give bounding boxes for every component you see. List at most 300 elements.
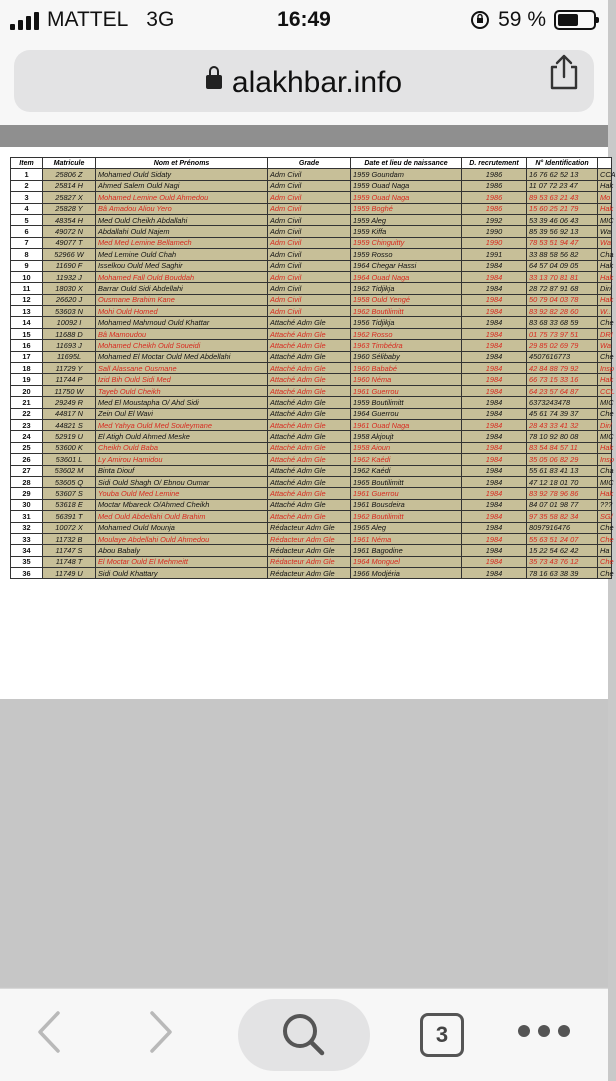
table-cell-name: Izid Bih Ould Sidi Med bbox=[96, 374, 268, 385]
table-cell-name: Youba Ould Med Lemine bbox=[96, 488, 268, 499]
table-cell-id: 6373243478 bbox=[527, 397, 598, 408]
table-cell-recruitment: 1984 bbox=[462, 317, 527, 328]
table-cell-birth: 1960 Sélibaby bbox=[351, 351, 462, 362]
table-row bbox=[11, 533, 612, 544]
table-cell-grade: Adm Civil bbox=[268, 180, 351, 191]
table-cell-name: Zein Oul El Wavi bbox=[96, 408, 268, 419]
table-cell-name: Ahmed Salem Ould Nagi bbox=[96, 180, 268, 191]
table-cell-recruitment: 1990 bbox=[462, 226, 527, 237]
table-cell-birth: 1964 Monguel bbox=[351, 556, 462, 567]
table-cell-recruitment: 1984 bbox=[462, 499, 527, 510]
table-cell-extra: Dir/ bbox=[598, 419, 612, 430]
table-cell-id: 15 60 25 21 79 bbox=[527, 203, 598, 214]
table-cell-grade: Attaché Adm Gle bbox=[268, 363, 351, 374]
table-cell-birth: 1959 Chinguitty bbox=[351, 237, 462, 248]
header-recruitment: D. recrutement bbox=[462, 158, 527, 169]
battery-icon bbox=[554, 10, 596, 30]
table-row bbox=[11, 556, 612, 567]
table-cell-birth: 1959 Boghé bbox=[351, 203, 462, 214]
table-cell-extra: Mo bbox=[598, 192, 612, 203]
table-cell-name: El Atigh Ould Ahmed Meske bbox=[96, 431, 268, 442]
table-cell-birth: 1961 Bagodine bbox=[351, 545, 462, 556]
table-cell-name: El Moctar Ould El Mehmeitt bbox=[96, 556, 268, 567]
tabs-button[interactable]: 3 bbox=[420, 1013, 464, 1057]
table-cell-extra: Hak bbox=[598, 260, 612, 271]
table-cell-grade: Attaché Adm Gle bbox=[268, 340, 351, 351]
table-cell-extra: Hak bbox=[598, 374, 612, 385]
document-image bbox=[0, 147, 616, 699]
table-cell-id: 01 75 73 97 51 bbox=[527, 328, 598, 339]
battery-percent: 59 % bbox=[498, 8, 546, 31]
back-chevron-icon[interactable] bbox=[30, 1007, 70, 1057]
table-cell-recruitment: 1984 bbox=[462, 476, 527, 487]
table-cell-item: 28 bbox=[11, 476, 43, 487]
table-row bbox=[11, 465, 612, 476]
search-button[interactable] bbox=[238, 999, 370, 1071]
table-cell-name: Mohamed El Moctar Ould Med Abdellahi bbox=[96, 351, 268, 362]
table-cell-matricule: 11932 J bbox=[43, 271, 96, 282]
table-cell-birth: 1956 Tidjikja bbox=[351, 317, 462, 328]
table-cell-birth: 1961 Guerrou bbox=[351, 488, 462, 499]
table-cell-id: 16 76 62 52 13 bbox=[527, 169, 598, 180]
table-row bbox=[11, 476, 612, 487]
table-cell-matricule: 25828 Y bbox=[43, 203, 96, 214]
table-cell-birth: 1958 Aioun bbox=[351, 442, 462, 453]
table-cell-item: 13 bbox=[11, 306, 43, 317]
table-row bbox=[11, 363, 612, 374]
table-row bbox=[11, 340, 612, 351]
table-cell-id: 84 07 01 98 77 bbox=[527, 499, 598, 510]
table-cell-recruitment: 1984 bbox=[462, 533, 527, 544]
url-text: alakhbar.info bbox=[231, 66, 403, 99]
table-cell-extra: Che bbox=[598, 351, 612, 362]
table-cell-recruitment: 1986 bbox=[462, 192, 527, 203]
table-cell-name: Med Ould Cheikh Abdallahi bbox=[96, 214, 268, 225]
table-cell-item: 27 bbox=[11, 465, 43, 476]
table-cell-grade: Attaché Adm Gle bbox=[268, 385, 351, 396]
table-cell-id: 50 79 04 03 78 bbox=[527, 294, 598, 305]
table-cell-id: 53 39 46 06 43 bbox=[527, 214, 598, 225]
table-cell-matricule: 53601 L bbox=[43, 454, 96, 465]
table-cell-extra: MIC bbox=[598, 214, 612, 225]
table-cell-name: Isselkou Ould Med Saghir bbox=[96, 260, 268, 271]
table-cell-birth: 1962 Kaédi bbox=[351, 454, 462, 465]
table-cell-grade: Rédacteur Adm Gle bbox=[268, 568, 351, 579]
table-cell-id: 83 68 33 68 59 bbox=[527, 317, 598, 328]
table-cell-recruitment: 1984 bbox=[462, 328, 527, 339]
table-cell-matricule: 11688 D bbox=[43, 328, 96, 339]
table-cell-grade: Rédacteur Adm Gle bbox=[268, 556, 351, 567]
header-extra bbox=[598, 158, 612, 169]
table-cell-id: 78 16 63 38 39 bbox=[527, 568, 598, 579]
table-row bbox=[11, 169, 612, 180]
table-cell-id: 35 05 06 82 29 bbox=[527, 454, 598, 465]
table-cell-id: 89 53 63 21 43 bbox=[527, 192, 598, 203]
table-cell-matricule: 11729 Y bbox=[43, 363, 96, 374]
share-icon[interactable] bbox=[546, 53, 582, 91]
header-matricule: Matricule bbox=[43, 158, 96, 169]
carrier-name: MATTEL bbox=[47, 8, 129, 31]
table-cell-extra: Che bbox=[598, 568, 612, 579]
table-cell-extra: Wa bbox=[598, 226, 612, 237]
table-cell-birth: 1965 Aleg bbox=[351, 522, 462, 533]
table-cell-item: 10 bbox=[11, 271, 43, 282]
table-row bbox=[11, 226, 612, 237]
table-cell-extra: Ha bbox=[598, 545, 612, 556]
table-cell-matricule: 11690 F bbox=[43, 260, 96, 271]
table-row bbox=[11, 511, 612, 522]
table-cell-name: Mohi Ould Homed bbox=[96, 306, 268, 317]
table-cell-extra: CCL bbox=[598, 385, 612, 396]
table-cell-extra: MIC bbox=[598, 431, 612, 442]
table-cell-grade: Adm Civil bbox=[268, 169, 351, 180]
status-right bbox=[470, 8, 596, 32]
table-row bbox=[11, 431, 612, 442]
table-cell-recruitment: 1991 bbox=[462, 249, 527, 260]
header-grade: Grade bbox=[268, 158, 351, 169]
table-cell-matricule: 10092 I bbox=[43, 317, 96, 328]
table-cell-matricule: 11693 J bbox=[43, 340, 96, 351]
table-cell-id: 11 07 72 23 47 bbox=[527, 180, 598, 191]
table-row bbox=[11, 203, 612, 214]
table-cell-item: 7 bbox=[11, 237, 43, 248]
table-row bbox=[11, 351, 612, 362]
table-cell-birth: 1958 Ould Yengé bbox=[351, 294, 462, 305]
table-row bbox=[11, 317, 612, 328]
table-cell-recruitment: 1990 bbox=[462, 237, 527, 248]
table-cell-grade: Rédacteur Adm Gle bbox=[268, 545, 351, 556]
more-dots-icon[interactable] bbox=[518, 1025, 578, 1041]
table-cell-extra: MIC bbox=[598, 397, 612, 408]
table-cell-birth: 1959 Ouad Naga bbox=[351, 180, 462, 191]
table-cell-grade: Attaché Adm Gle bbox=[268, 408, 351, 419]
table-row bbox=[11, 385, 612, 396]
table-cell-matricule: 11732 B bbox=[43, 533, 96, 544]
table-cell-extra: ??? bbox=[598, 499, 612, 510]
table-cell-recruitment: 1986 bbox=[462, 169, 527, 180]
table-cell-item: 32 bbox=[11, 522, 43, 533]
table-cell-item: 9 bbox=[11, 260, 43, 271]
table-row bbox=[11, 488, 612, 499]
table-cell-name: Tayeb Ould Cheikh bbox=[96, 385, 268, 396]
table-cell-birth: 1963 Timbédra bbox=[351, 340, 462, 351]
table-cell-recruitment: 1984 bbox=[462, 408, 527, 419]
table-cell-id: 8097916476 bbox=[527, 522, 598, 533]
table-cell-birth: 1959 Boutilimitt bbox=[351, 397, 462, 408]
table-cell-birth: 1960 Bababé bbox=[351, 363, 462, 374]
table-cell-id: 4507616773 bbox=[527, 351, 598, 362]
table-cell-grade: Attaché Adm Gle bbox=[268, 317, 351, 328]
table-row bbox=[11, 419, 612, 430]
table-cell-matricule: 18030 X bbox=[43, 283, 96, 294]
table-cell-matricule: 44817 N bbox=[43, 408, 96, 419]
table-cell-recruitment: 1984 bbox=[462, 556, 527, 567]
table-cell-matricule: 25814 H bbox=[43, 180, 96, 191]
table-cell-birth: 1961 Néma bbox=[351, 533, 462, 544]
table-cell-item: 12 bbox=[11, 294, 43, 305]
table-cell-id: 83 92 82 28 60 bbox=[527, 306, 598, 317]
table-cell-name: Barrar Ould Sidi Abdellahi bbox=[96, 283, 268, 294]
table-cell-recruitment: 1984 bbox=[462, 442, 527, 453]
table-cell-matricule: 53602 M bbox=[43, 465, 96, 476]
header-item: Item bbox=[11, 158, 43, 169]
table-cell-matricule: 11749 U bbox=[43, 568, 96, 579]
table-cell-birth: 1965 Boutilimitt bbox=[351, 476, 462, 487]
table-row bbox=[11, 545, 612, 556]
table-cell-grade: Adm Civil bbox=[268, 294, 351, 305]
table-cell-grade: Attaché Adm Gle bbox=[268, 351, 351, 362]
table-cell-recruitment: 1984 bbox=[462, 545, 527, 556]
table-cell-recruitment: 1984 bbox=[462, 294, 527, 305]
table-cell-recruitment: 1984 bbox=[462, 271, 527, 282]
table-cell-id: 55 63 51 24 07 bbox=[527, 533, 598, 544]
table-cell-grade: Attaché Adm Gle bbox=[268, 397, 351, 408]
table-cell-item: 31 bbox=[11, 511, 43, 522]
table-cell-recruitment: 1984 bbox=[462, 397, 527, 408]
table-cell-item: 8 bbox=[11, 249, 43, 260]
table-cell-name: Med Yahya Ould Med Souleymane bbox=[96, 419, 268, 430]
table-cell-extra: Che bbox=[598, 533, 612, 544]
forward-chevron-icon[interactable] bbox=[140, 1007, 180, 1057]
table-cell-recruitment: 1984 bbox=[462, 511, 527, 522]
table-cell-birth: 1962 Kaédi bbox=[351, 465, 462, 476]
table-cell-name: Moulaye Abdellahi Ould Ahmedou bbox=[96, 533, 268, 544]
table-cell-item: 4 bbox=[11, 203, 43, 214]
table-cell-matricule: 52966 W bbox=[43, 249, 96, 260]
browser-bottom-bar bbox=[0, 988, 608, 1081]
table-cell-item: 24 bbox=[11, 431, 43, 442]
table-cell-name: Mohamed Ould Mounja bbox=[96, 522, 268, 533]
network-type: 3G bbox=[146, 8, 175, 31]
table-cell-extra: Hak bbox=[598, 180, 612, 191]
table-cell-extra: Cha bbox=[598, 465, 612, 476]
table-cell-recruitment: 1984 bbox=[462, 488, 527, 499]
table-cell-extra: DRI bbox=[598, 328, 612, 339]
table-cell-id: 33 13 70 81 81 bbox=[527, 271, 598, 282]
table-cell-matricule: 48354 H bbox=[43, 214, 96, 225]
table-cell-matricule: 53600 K bbox=[43, 442, 96, 453]
table-cell-birth: 1961 Ouad Naga bbox=[351, 419, 462, 430]
table-cell-name: Abou Babaly bbox=[96, 545, 268, 556]
table-cell-name: Sall Alassane Ousmane bbox=[96, 363, 268, 374]
table-cell-birth: 1961 Bousdeira bbox=[351, 499, 462, 510]
table-cell-matricule: 29249 R bbox=[43, 397, 96, 408]
table-cell-birth: 1964 Guerrou bbox=[351, 408, 462, 419]
table-cell-name: Mohamed Ould Sidaty bbox=[96, 169, 268, 180]
table-cell-grade: Attaché Adm Gle bbox=[268, 374, 351, 385]
table-cell-name: Mohamed Lemine Ould Ahmedou bbox=[96, 192, 268, 203]
table-header-row bbox=[11, 158, 612, 169]
table-cell-item: 29 bbox=[11, 488, 43, 499]
table-cell-id: 64 23 57 64 87 bbox=[527, 385, 598, 396]
table-cell-matricule: 11747 S bbox=[43, 545, 96, 556]
table-cell-grade: Adm Civil bbox=[268, 271, 351, 282]
table-cell-name: Med El Moustapha O/ Ahd Sidi bbox=[96, 397, 268, 408]
table-cell-grade: Attaché Adm Gle bbox=[268, 328, 351, 339]
table-cell-recruitment: 1984 bbox=[462, 374, 527, 385]
table-cell-extra: Wa bbox=[598, 237, 612, 248]
table-cell-recruitment: 1984 bbox=[462, 419, 527, 430]
header-birth: Date et lieu de naissance bbox=[351, 158, 462, 169]
table-cell-birth: 1962 Tidjikja bbox=[351, 283, 462, 294]
table-cell-name: Bâ Mamoudou bbox=[96, 328, 268, 339]
table-row bbox=[11, 328, 612, 339]
clock: 16:49 bbox=[277, 8, 331, 31]
table-cell-grade: Attaché Adm Gle bbox=[268, 431, 351, 442]
table-row bbox=[11, 260, 612, 271]
table-cell-matricule: 11744 P bbox=[43, 374, 96, 385]
table-cell-birth: 1959 Goundam bbox=[351, 169, 462, 180]
table-cell-id: 66 73 15 33 16 bbox=[527, 374, 598, 385]
table-cell-name: Sidi Ould Shagh O/ Ebnou Oumar bbox=[96, 476, 268, 487]
table-cell-matricule: 53618 E bbox=[43, 499, 96, 510]
table-cell-grade: Rédacteur Adm Gle bbox=[268, 522, 351, 533]
table-cell-matricule: 25827 X bbox=[43, 192, 96, 203]
table-row bbox=[11, 442, 612, 453]
table-cell-item: 35 bbox=[11, 556, 43, 567]
table-cell-extra: Hak bbox=[598, 294, 612, 305]
table-cell-birth: 1960 Néma bbox=[351, 374, 462, 385]
table-cell-recruitment: 1984 bbox=[462, 340, 527, 351]
table-cell-extra: Wa bbox=[598, 340, 612, 351]
table-cell-grade: Adm Civil bbox=[268, 214, 351, 225]
table-row bbox=[11, 271, 612, 282]
table-cell-birth: 1962 Rosso bbox=[351, 328, 462, 339]
table-cell-extra: Hak bbox=[598, 488, 612, 499]
table-cell-extra: Hak bbox=[598, 442, 612, 453]
table-cell-id: 78 10 92 80 08 bbox=[527, 431, 598, 442]
table-cell-extra: W.. bbox=[598, 306, 612, 317]
table-cell-birth: 1962 Boutilimitt bbox=[351, 511, 462, 522]
table-row bbox=[11, 522, 612, 533]
table-cell-extra: Che bbox=[598, 522, 612, 533]
table-cell-id: 47 12 18 01 70 bbox=[527, 476, 598, 487]
table-cell-grade: Attaché Adm Gle bbox=[268, 442, 351, 453]
table-row bbox=[11, 568, 612, 579]
table-row bbox=[11, 499, 612, 510]
table-cell-matricule: 11750 W bbox=[43, 385, 96, 396]
table-cell-recruitment: 1984 bbox=[462, 454, 527, 465]
table-cell-recruitment: 1984 bbox=[462, 431, 527, 442]
table-cell-matricule: 53605 Q bbox=[43, 476, 96, 487]
table-cell-item: 17 bbox=[11, 351, 43, 362]
table-cell-item: 25 bbox=[11, 442, 43, 453]
table-cell-recruitment: 1984 bbox=[462, 522, 527, 533]
page-background bbox=[0, 699, 608, 987]
table-cell-id: 55 61 83 41 13 bbox=[527, 465, 598, 476]
table-cell-name: Sidi Ould Khattary bbox=[96, 568, 268, 579]
table-cell-birth: 1964 Ouad Naga bbox=[351, 271, 462, 282]
table-cell-extra: Che bbox=[598, 317, 612, 328]
table-cell-id: 28 43 33 41 32 bbox=[527, 419, 598, 430]
table-cell-recruitment: 1984 bbox=[462, 260, 527, 271]
table-cell-name: Med Med Lemine Bellamech bbox=[96, 237, 268, 248]
table-cell-matricule: 10072 X bbox=[43, 522, 96, 533]
table-cell-grade: Attaché Adm Gle bbox=[268, 419, 351, 430]
table-row bbox=[11, 454, 612, 465]
table-cell-recruitment: 1984 bbox=[462, 385, 527, 396]
table-cell-grade: Rédacteur Adm Gle bbox=[268, 533, 351, 544]
table-cell-item: 20 bbox=[11, 385, 43, 396]
table-cell-id: 45 61 74 39 37 bbox=[527, 408, 598, 419]
table-cell-item: 22 bbox=[11, 408, 43, 419]
table-cell-grade: Attaché Adm Gle bbox=[268, 454, 351, 465]
table-cell-item: 19 bbox=[11, 374, 43, 385]
table-cell-matricule: 49077 T bbox=[43, 237, 96, 248]
table-cell-item: 1 bbox=[11, 169, 43, 180]
table-cell-recruitment: 1986 bbox=[462, 180, 527, 191]
table-cell-grade: Adm Civil bbox=[268, 192, 351, 203]
address-bar[interactable] bbox=[14, 50, 594, 112]
table-cell-extra: Dir/ bbox=[598, 283, 612, 294]
table-cell-grade: Adm Civil bbox=[268, 226, 351, 237]
table-cell-extra: Che bbox=[598, 408, 612, 419]
table-cell-matricule: 49072 N bbox=[43, 226, 96, 237]
table-cell-recruitment: 1986 bbox=[462, 203, 527, 214]
table-cell-item: 2 bbox=[11, 180, 43, 191]
table-row bbox=[11, 192, 612, 203]
table-cell-recruitment: 1992 bbox=[462, 214, 527, 225]
table-cell-extra: Cha bbox=[598, 249, 612, 260]
table-cell-name: Moctar Mbareck O/Ahmed Cheikh bbox=[96, 499, 268, 510]
table-cell-extra: Che bbox=[598, 556, 612, 567]
table-row bbox=[11, 283, 612, 294]
table-row bbox=[11, 397, 612, 408]
table-cell-item: 30 bbox=[11, 499, 43, 510]
table-cell-recruitment: 1984 bbox=[462, 283, 527, 294]
table-cell-grade: Adm Civil bbox=[268, 249, 351, 260]
table-row bbox=[11, 306, 612, 317]
table-cell-item: 36 bbox=[11, 568, 43, 579]
table-cell-extra: Hak bbox=[598, 203, 612, 214]
table-cell-item: 11 bbox=[11, 283, 43, 294]
table-cell-extra: Insp bbox=[598, 363, 612, 374]
browser-toolbar bbox=[0, 40, 608, 125]
table-cell-item: 6 bbox=[11, 226, 43, 237]
table-row bbox=[11, 249, 612, 260]
table-cell-extra: Insp bbox=[598, 454, 612, 465]
table-cell-matricule: 11748 T bbox=[43, 556, 96, 567]
status-bar bbox=[0, 0, 608, 40]
search-icon bbox=[238, 999, 370, 1071]
table-cell-grade: Adm Civil bbox=[268, 203, 351, 214]
table-cell-grade: Attaché Adm Gle bbox=[268, 488, 351, 499]
table-cell-item: 5 bbox=[11, 214, 43, 225]
table-cell-id: 97 35 58 82 34 bbox=[527, 511, 598, 522]
table-cell-name: Mohamed Fall Ould Bouddah bbox=[96, 271, 268, 282]
lock-icon bbox=[206, 75, 222, 89]
table-cell-grade: Adm Civil bbox=[268, 237, 351, 248]
table-cell-item: 26 bbox=[11, 454, 43, 465]
table-cell-recruitment: 1984 bbox=[462, 306, 527, 317]
table-cell-matricule: 53603 N bbox=[43, 306, 96, 317]
table-cell-recruitment: 1984 bbox=[462, 363, 527, 374]
table-cell-birth: 1958 Akjoujt bbox=[351, 431, 462, 442]
url-display[interactable] bbox=[14, 66, 594, 100]
table-cell-id: 33 88 58 56 82 bbox=[527, 249, 598, 260]
table-row bbox=[11, 294, 612, 305]
header-id-number: N° Identification bbox=[527, 158, 598, 169]
table-cell-id: 83 54 84 57 11 bbox=[527, 442, 598, 453]
table-cell-name: Ousmane Brahim Kane bbox=[96, 294, 268, 305]
personnel-table bbox=[10, 157, 616, 579]
table-cell-birth: 1961 Guerrou bbox=[351, 385, 462, 396]
table-cell-item: 3 bbox=[11, 192, 43, 203]
table-cell-matricule: 52919 U bbox=[43, 431, 96, 442]
table-cell-extra: SG/ bbox=[598, 511, 612, 522]
table-cell-grade: Attaché Adm Gle bbox=[268, 511, 351, 522]
table-cell-birth: 1964 Chegar Hassi bbox=[351, 260, 462, 271]
